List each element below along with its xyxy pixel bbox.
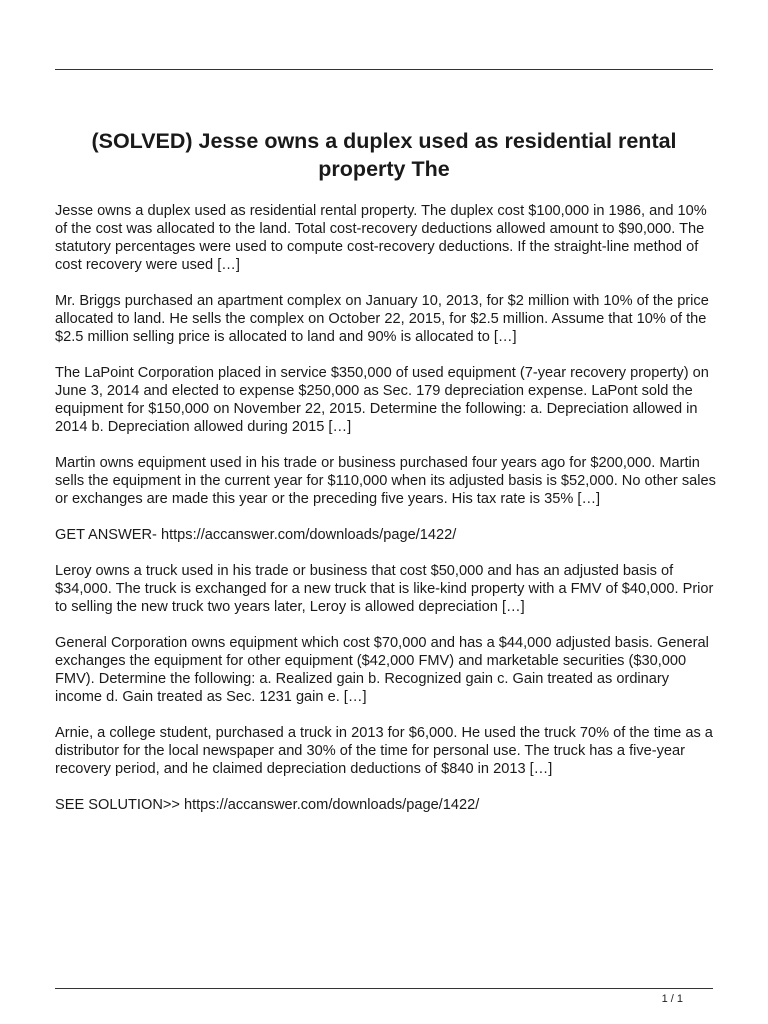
get-answer-link[interactable]: GET ANSWER- https://accanswer.com/downloads/page/1422/ bbox=[55, 527, 457, 543]
paragraph-jesse-duplex: Jesse owns a duplex used as residential rental property. The duplex cost $100,000 in 1986, and 10% of the cost was allocated to the land. Total cost-recovery deductions allowed amount to $90,000. The statutory percentages were used to compute cost-recovery deductions. If the straight-line method of cost recovery were used […] bbox=[55, 203, 707, 273]
paragraph-lapoint-corporation: The LaPoint Corporation placed in service $350,000 of used equipment (7-year recovery property) on June 3, 2014 and elected to expense $250,000 as Sec. 179 depreciation expense. LaPont sold the equipment for $150,000 on November 22, 2015. Determine the following: a. Depreciation allowed in 2014 b. Depreciation allowed during 2015 […] bbox=[55, 365, 709, 435]
document-body bbox=[55, 202, 717, 832]
document-title: (SOLVED) Jesse owns a duplex used as residential rental property The bbox=[91, 129, 677, 181]
paragraph-martin-equipment: Martin owns equipment used in his trade or business purchased four years ago for $200,000. Martin sells the equipment in the current year for $110,000 when its adjusted basis is $52,000. No other sales or exchanges are made this year or the preceding five years. His tax rate is 35% […] bbox=[55, 455, 716, 507]
paragraph-arnie-truck: Arnie, a college student, purchased a truck in 2013 for $6,000. He used the truck 70% of the time as a distributor for the local newspaper and 30% of the time for personal use. The truck has a five-year recovery period, and he claimed depreciation deductions of $840 in 2013 […] bbox=[55, 725, 713, 777]
paragraph-general-corporation: General Corporation owns equipment which cost $70,000 and has a $44,000 adjusted basis. General exchanges the equipment for other equipment ($42,000 FMV) and marketable securities ($30,000 FMV). Determine the following: a. Realized gain b. Recognized gain c. Gain treated as ordinary income d. Gain treated as Sec. 1231 gain e. […] bbox=[55, 635, 709, 705]
header-divider bbox=[55, 69, 713, 70]
footer-divider bbox=[55, 988, 713, 989]
page-number: 1 / 1 bbox=[661, 993, 683, 1005]
see-solution-link[interactable]: SEE SOLUTION>> https://accanswer.com/downloads/page/1422/ bbox=[55, 797, 480, 813]
paragraph-briggs-apartment: Mr. Briggs purchased an apartment complex on January 10, 2013, for $2 million with 10% of the price allocated to land. He sells the complex on October 22, 2015, for $2.5 million. Assume that 10% of the $2.5 million selling price is allocated to land and 90% is allocated to […] bbox=[55, 293, 709, 345]
paragraph-leroy-truck: Leroy owns a truck used in his trade or business that cost $50,000 and has an adjusted basis of $34,000. The truck is exchanged for a new truck that is like-kind property with a FMV of $40,000. Prior to selling the new truck two years later, Leroy is allowed depreciation […] bbox=[55, 563, 714, 615]
